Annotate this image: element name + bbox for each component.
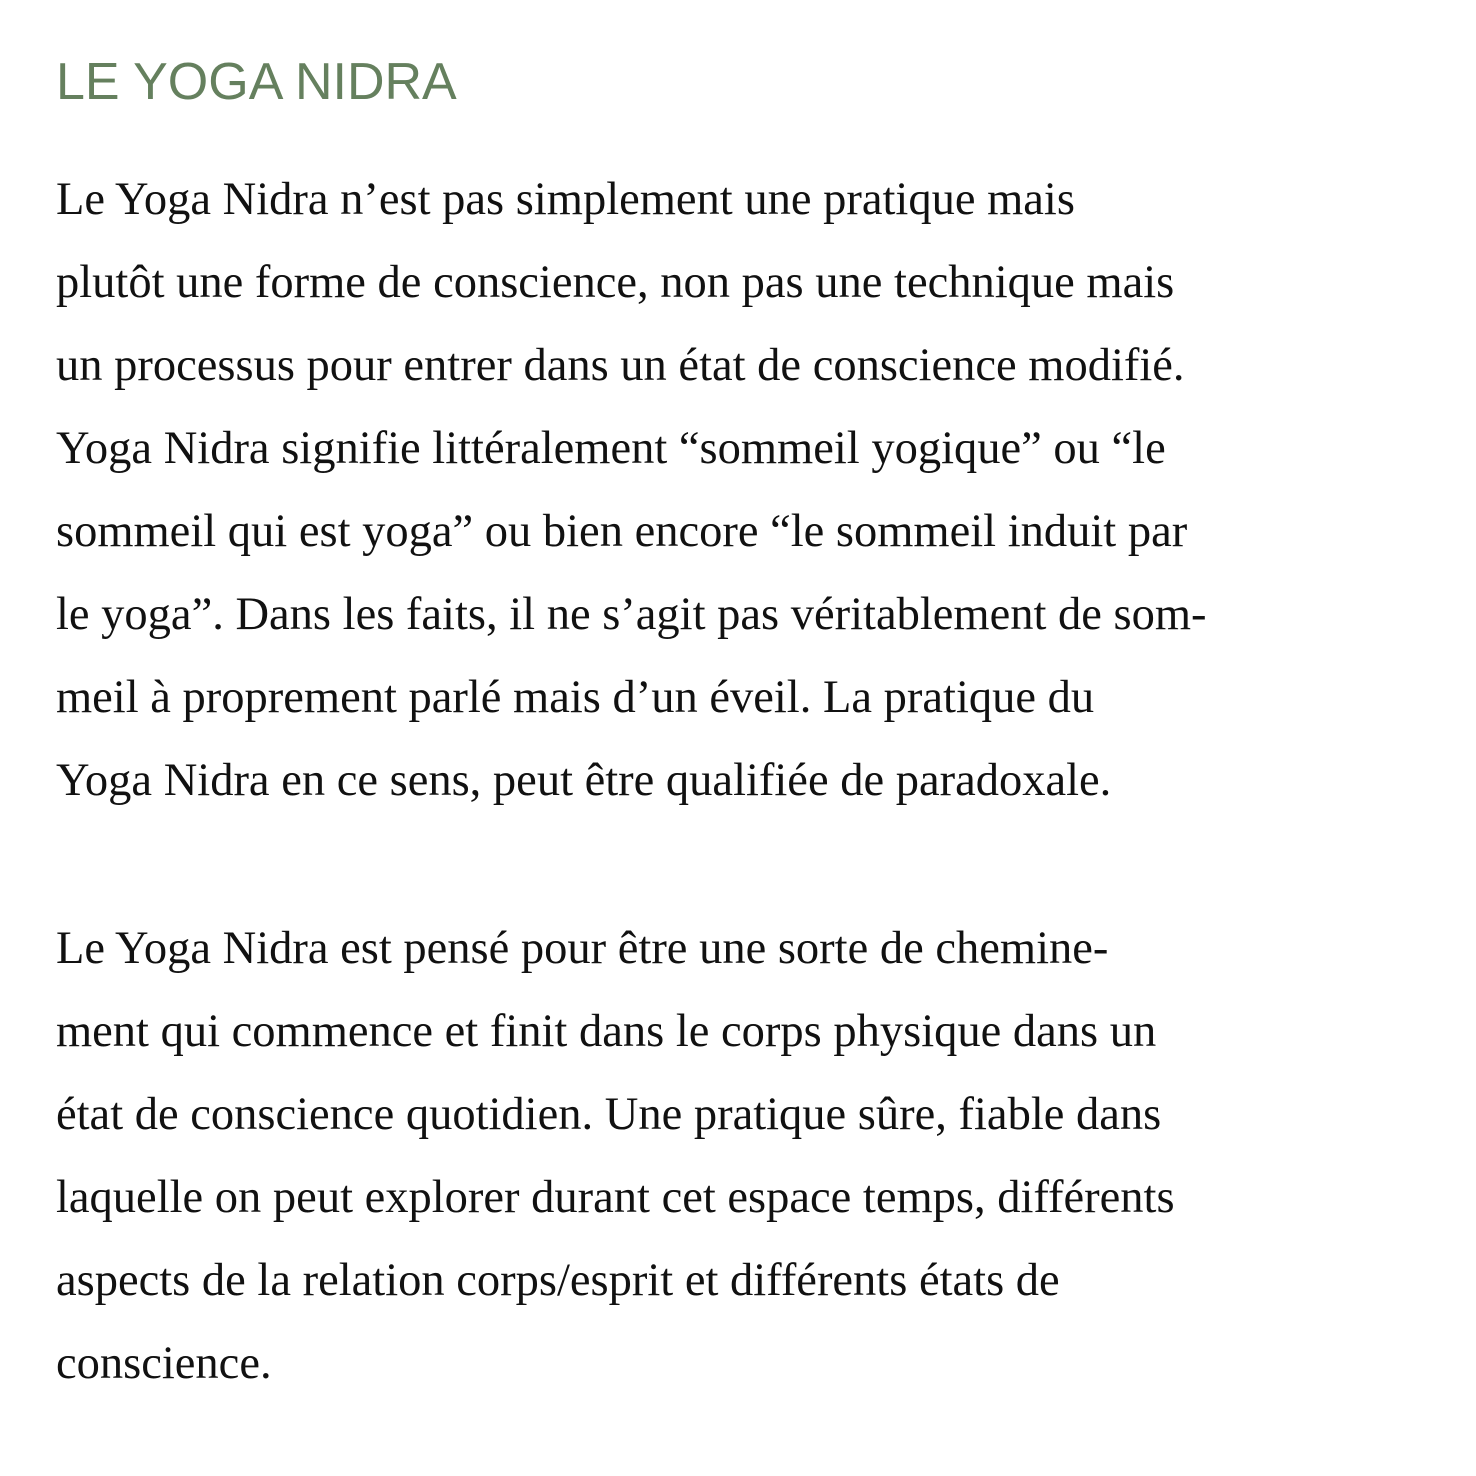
text-line: sommeil qui est yoga” ou bien encore “le sommeil induit par — [56, 506, 1188, 557]
text-line: Yoga Nidra signifie littéralement “sommeil yogique” ou “le — [56, 423, 1166, 474]
paragraph-2 — [56, 907, 1175, 1405]
text-line: un processus pour entrer dans un état de conscience modifié. — [56, 340, 1185, 391]
text-line: Le Yoga Nidra est pensé pour être une sorte de chemine- — [56, 923, 1109, 974]
text-line: le yoga”. Dans les faits, il ne s’agit pas véritablement de som- — [56, 589, 1207, 640]
text-line: Yoga Nidra en ce sens, peut être qualifiée de paradoxale. — [56, 755, 1112, 806]
text-line: ment qui commence et finit dans le corps physique dans un — [56, 1006, 1157, 1057]
text-line: meil à proprement parlé mais d’un éveil. La pratique du — [56, 672, 1095, 723]
page-title: LE YOGA NIDRA — [56, 53, 457, 111]
text-line: aspects de la relation corps/esprit et différents états de — [56, 1255, 1060, 1306]
text-line: conscience. — [56, 1338, 272, 1389]
paragraph-1 — [56, 158, 1207, 822]
text-line: Le Yoga Nidra n’est pas simplement une pratique mais — [56, 174, 1075, 225]
text-line: plutôt une forme de conscience, non pas une technique mais — [56, 257, 1175, 308]
text-line: laquelle on peut explorer durant cet espace temps, différents — [56, 1172, 1175, 1223]
text-line: état de conscience quotidien. Une pratique sûre, fiable dans — [56, 1089, 1162, 1140]
